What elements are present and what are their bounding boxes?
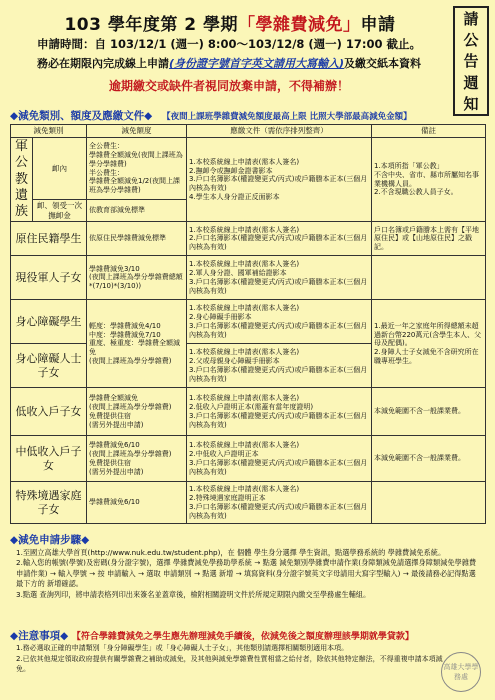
docs-cell: 1.本校系統線上申請表(需本人簽名) 2.父或母親身心障礙手冊影本 3.戶口名簿影本(權證變更式/丙式)或戶籍謄本正本(三個月內核為有效)	[187, 344, 372, 388]
stamp-char: 知	[463, 94, 479, 113]
application-period: 申請時間：自 103/12/1 (週一) 8:00～103/12/8 (週一) 17:00 截止。	[36, 37, 422, 51]
table-row	[11, 256, 486, 300]
table-row	[11, 388, 486, 436]
amount-cell: 學雜費減免6/10 (夜間上課班為學分學雜費) 免費提供住宿 (需另外提出申請)	[87, 436, 187, 482]
note-cell: 1.最近一年之家庭年所得總額未超過新台幣220萬元(含學生本人、父母及配偶)。 2.身障人士子女減免不含研究所在職專班學生。	[372, 300, 486, 388]
category-cell: 軍 公 教 遺 族	[11, 138, 33, 222]
header-category: 減免類別	[11, 125, 87, 138]
note-cell: 本減免範圍不含一般課業費。	[372, 388, 486, 436]
category-cell: 身心障礙學生	[11, 300, 87, 344]
notes-highlight: 【符合學雜費減免之學生應先辦理減免手續後，依減免後之額度辦理該學期就學貸款】	[71, 632, 414, 642]
amount-cell: 輕度：學雜費減免4/10 中度：學雜費減免7/10 重度、極重度：學雜費全額減免 (夜間上課班為學分學雜費)	[87, 300, 187, 388]
step-item: 2.輸入您的帳號(學號)及密碼(身分證字號)，選擇 學雜費減免學務助學系統 → 點選 減免類別學雜費申請作業(身障類減免請選擇身障類減免學雜費申請作業) → 輸入學號 → 按 申請輸入 → 選取 申請類別 → 點選 新增 → 填寫資料(身分證字號英文字母請用大寫字型輸入) → 最後請務必記得點選最下方的 新增確認。	[16, 558, 477, 589]
section-notes-heading	[10, 628, 414, 643]
section-title: ◆減免類別、額度及應繳文件◆	[10, 110, 153, 122]
title-highlight: 「學雜費減免」	[238, 15, 361, 35]
note-cell	[372, 256, 486, 300]
steps-list	[16, 548, 482, 600]
header-note: 備註	[372, 125, 486, 138]
note-cell	[372, 482, 486, 524]
subcategory-cell: 卹內	[33, 138, 87, 200]
section-note: 【夜間上課班學雜費減免額度最高上限 比照大學部最高減免金額】	[162, 112, 412, 122]
table-row	[11, 222, 486, 256]
stamp-char: 告	[463, 52, 479, 71]
category-cell: 特殊境遇家庭子女	[11, 482, 87, 524]
online-instruction-pre: 務必在期限內完成線上申請	[36, 57, 169, 70]
notes-list	[16, 643, 456, 675]
deadline-warning: 逾期繳交或缺件者視同放棄申請，不得補辦！	[108, 79, 349, 93]
amount-cell: 學雜費減免3/10 (夜間上課班為學分學雜費總額*(7/10)*(3/10))	[87, 256, 187, 300]
table-row	[11, 482, 486, 524]
category-cell: 身心障礙人士子女	[11, 344, 87, 388]
title-suffix: 申請	[360, 15, 396, 35]
header-docs: 應繳文件（需依序排列整齊）	[187, 125, 372, 138]
amount-cell: 依教育部減免標準	[87, 200, 187, 222]
table-row	[11, 138, 486, 200]
docs-cell: 1.本校系統線上申請表(需本人簽名) 2.低收入戶證明正本(需蓋有當年度證明) 3.戶口名簿影本(權證變更式/丙式)或戶籍謄本正本(三個月內核為有效)	[187, 388, 372, 436]
amount-cell: 依原住民學雜費減免標準	[87, 222, 187, 256]
step-item: 3.點選 查詢列印，將申請表格列印出來簽名並蓋章後，檢附相關證明文件於所規定期限內繳交至學務處生輔組。	[16, 589, 371, 599]
notes-title: ◆注意事項◆	[10, 630, 69, 642]
docs-cell: 1.本校系統線上申請表(需本人簽名) 2.撫卹令或撫卹金證書影本 3.戶口名簿影本(權證變更式/丙式)或戶籍謄本正本(三個月內核為有效) 4.學生本人身分證正反面影本	[187, 138, 372, 222]
note-cell: 本減免範圍不含一般課業費。	[372, 436, 486, 482]
subcategory-cell: 卹、領受一次撫卹金	[33, 200, 87, 222]
online-instruction	[14, 55, 444, 71]
note-cell: 1.本項所指「軍公教」 不含中央、省市、縣市所屬知名事業機構人員。 2.不含現職公教人員子女。	[372, 138, 486, 222]
table-row	[11, 300, 486, 344]
amount-cell: 全公費生： 學雜費全額減免(夜間上課班為學分學雜費) 半公費生： 學雜費全額減免1/2(夜間上課班為學分學雜費)	[87, 138, 187, 200]
category-cell: 現役軍人子女	[11, 256, 87, 300]
table-row	[11, 436, 486, 482]
section-categories-heading	[10, 108, 412, 123]
stamp-char: 週	[463, 73, 479, 92]
step-item: 1.至國立高雄大學首頁(http://www.nuk.edu.tw/student.php)，在 個體 學生身分選擇 學生資訊，點選學務系統的 學雜費減免系統。	[16, 548, 446, 557]
note-item: 1.務必選取正確的申請類別「身分障礙學生」或「身心障礙人士子女」，其他類別請選擇相關類別適用本項。	[16, 644, 349, 652]
online-instruction-note: (身份證字號首字英文請用大寫輸入)	[168, 57, 345, 70]
page-title	[20, 10, 440, 35]
docs-cell: 1.本校系統線上申請表(需本人簽名) 2.軍人身分證、國軍補給證影本 3.戶口名簿影本(權證變更式/丙式)或戶籍謄本正本(三個月內核為有效)	[187, 256, 372, 300]
amount-cell: 學雜費全額減免 (夜間上課班為學分學雜費) 免費提供住宿 (需另外提出申請)	[87, 388, 187, 436]
section-steps-heading: ◆減免申請步驟◆	[10, 534, 90, 546]
docs-cell: 1.本校系統線上申請表(需本人簽名) 2.戶口名簿影本(權證變更式/丙式)或戶籍謄本正本(三個月內核為有效)	[187, 222, 372, 256]
category-cell: 低收入戶子女	[11, 388, 87, 436]
title-term: 103 學年度第 2 學期	[64, 15, 239, 35]
office-seal: 高雄大學學務處	[441, 652, 481, 692]
header-amount: 減免額度	[87, 125, 187, 138]
note-cell: 戶口名簿或戶籍謄本上需有【平地原住民】或【山地原住民】之戳記。	[372, 222, 486, 256]
note-item: 2.已依其他規定領取政府提供有關學雜費之補助或減免，及其他與減免學雜費性質相當之給付者，除依其他特定辦法，不得重複申請本項減免。	[16, 654, 443, 673]
docs-cell: 1.本校系統線上申請表(需本人簽名) 2.特殊境遇家庭證明正本 3.戶口名簿影本(權證變更式/丙式)或戶籍謄本正本(三個月內核為有效)	[187, 482, 372, 524]
online-instruction-post: 及繳交紙本資料	[344, 57, 422, 70]
exemption-table	[10, 124, 486, 524]
category-cell: 中低收入戶子女	[11, 436, 87, 482]
category-cell: 原住民籍學生	[11, 222, 87, 256]
stamp-char: 公	[463, 31, 479, 50]
stamp-char: 請	[463, 10, 479, 29]
docs-cell: 1.本校系統線上申請表(需本人簽名) 2.身心障礙手冊影本 3.戶口名簿影本(權證變更式/丙式)或戶籍謄本正本(三個月內核為有效)	[187, 300, 372, 344]
amount-cell: 學雜費減免6/10	[87, 482, 187, 524]
docs-cell: 1.本校系統線上申請表(需本人簽名) 2.中低收入戶證明正本 3.戶口名簿影本(權證變更式/丙式)或戶籍謄本正本(三個月內核為有效)	[187, 436, 372, 482]
notice-stamp	[453, 6, 489, 116]
